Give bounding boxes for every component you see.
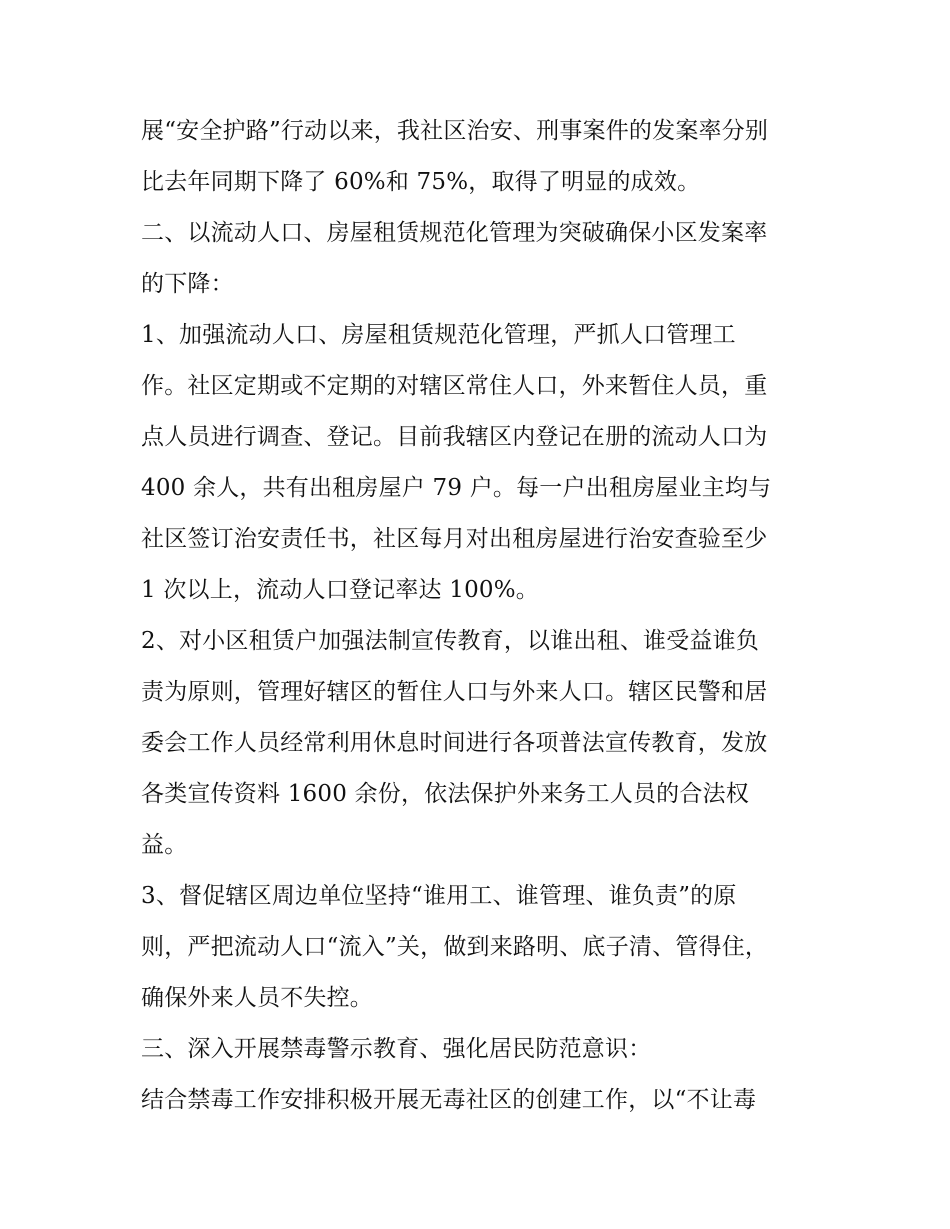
text-line: 益。 bbox=[141, 832, 188, 858]
text-line: 则，严把流动人口“流入”关，做到来路明、底子清、管得住， bbox=[141, 934, 769, 960]
text-line: 结合禁毒工作安排积极开展无毒社区的创建工作，以“不让毒 bbox=[141, 1087, 757, 1113]
text-line: 1 次以上，流动人口登记率达 100%。 bbox=[141, 577, 540, 603]
text-line: 社区签订治安责任书，社区每月对出租房屋进行治安查验至少 bbox=[141, 526, 768, 552]
document-body bbox=[141, 106, 811, 1126]
text-line: 比去年同期下降了 60%和 75%，取得了明显的成效。 bbox=[141, 169, 701, 195]
text-line: 各类宣传资料 1600 余份，依法保护外来务工人员的合法权 bbox=[141, 781, 749, 807]
text-line: 1、加强流动人口、房屋租赁规范化管理，严抓人口管理工 bbox=[141, 322, 736, 348]
text-line: 委会工作人员经常利用休息时间进行各项普法宣传教育，发放 bbox=[141, 730, 768, 756]
text-line: 400 余人，共有出租房屋户 79 户。每一户出租房屋业主均与 bbox=[141, 475, 772, 501]
section-heading: 三、深入开展禁毒警示教育、强化居民防范意识： bbox=[141, 1036, 652, 1062]
text-line: 3、督促辖区周边单位坚持“谁用工、谁管理、谁负责”的原 bbox=[141, 883, 737, 909]
text-line: 作。社区定期或不定期的对辖区常住人口，外来暂住人员，重 bbox=[141, 373, 768, 399]
text-line: 2、对小区租赁户加强法制宣传教育，以谁出租、谁受益谁负 bbox=[141, 628, 760, 654]
text-line: 点人员进行调查、登记。目前我辖区内登记在册的流动人口为 bbox=[141, 424, 768, 450]
text-line: 确保外来人员不失控。 bbox=[141, 985, 373, 1011]
text-line: 展“安全护路”行动以来，我社区治安、刑事案件的发案率分别 bbox=[141, 118, 769, 144]
section-heading: 二、以流动人口、房屋租赁规范化管理为突破确保小区发案率 bbox=[141, 220, 768, 246]
section-heading: 的下降： bbox=[141, 271, 234, 297]
text-line: 责为原则，管理好辖区的暂住人口与外来人口。辖区民警和居 bbox=[141, 679, 768, 705]
